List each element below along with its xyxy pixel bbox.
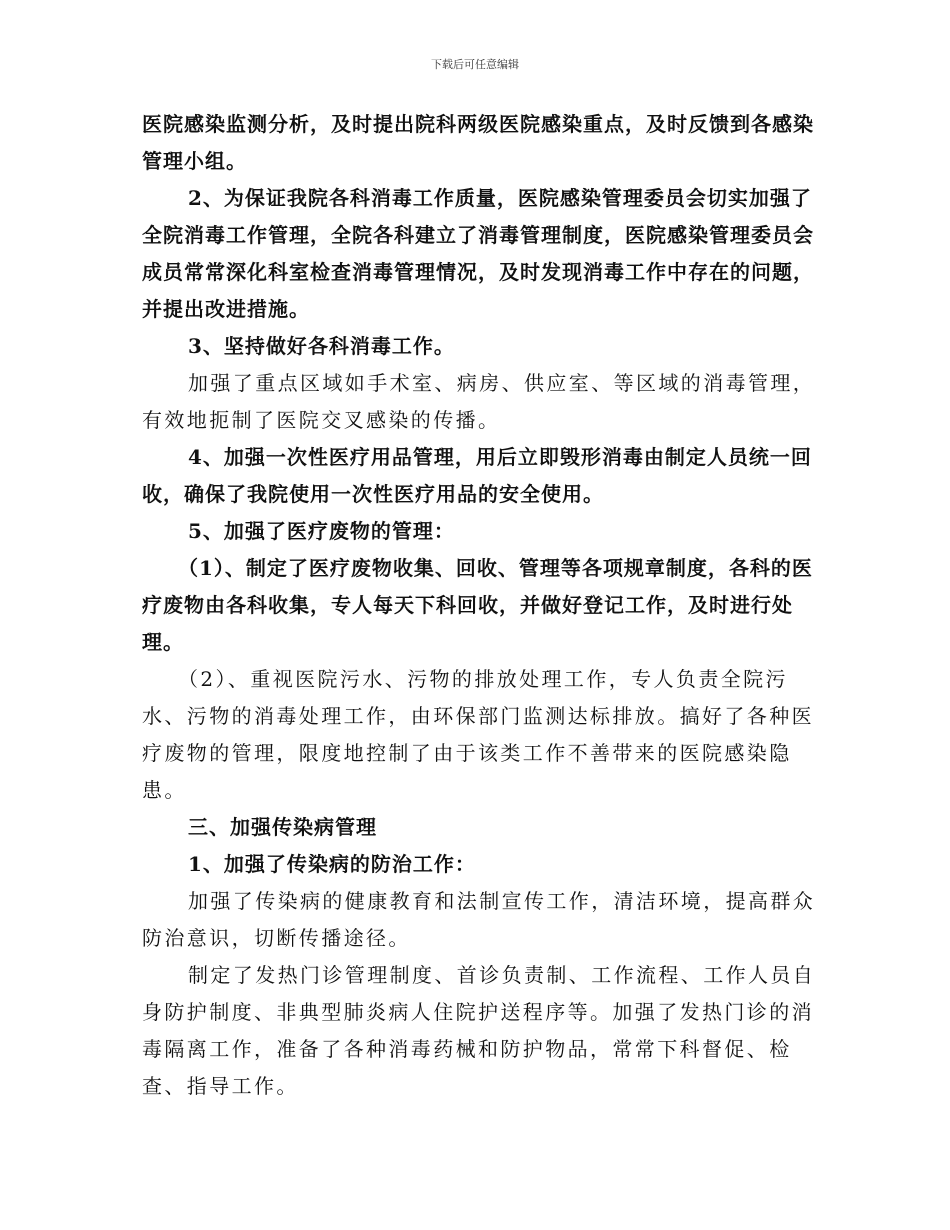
- paragraph-sewage-treatment: （2）、重视医院污水、污物的排放处理工作，专人负责全院污水、污物的消毒处理工作，由环保部门监测达标排放。搞好了各种医疗废物的管理，限度地控制了由于该类工作不善带来的医院感染隐患。: [142, 667, 814, 802]
- paragraph-health-education: 加强了传染病的健康教育和法制宣传工作，清洁环境，提高群众防治意识，切断传播途径。: [142, 889, 816, 950]
- heading-prevention-work: 1、加强了传染病的防治工作：: [188, 852, 476, 876]
- document-body: [142, 106, 822, 1105]
- page-header: 下载后可任意编辑: [431, 58, 519, 71]
- paragraph-key-areas: 加强了重点区域如手术室、病房、供应室、等区域的消毒管理，有效地扼制了医院交叉感染的传播。: [142, 371, 816, 432]
- paragraph-disinfection-quality: 2、为保证我院各科消毒工作质量，医院感染管理委员会切实加强了全院消毒工作管理，全院各科建立了消毒管理制度，医院感染管理委员会成员常常深化科室检查消毒管理情况，及时发现消毒工作中存在的问题，并提出改进措施。: [142, 186, 814, 321]
- paragraph-monitoring-analysis: 医院感染监测分析，及时提出院科两级医院感染重点，及时反馈到各感染管理小组。: [142, 112, 814, 173]
- paragraph-waste-rules: （1）、制定了医疗废物收集、回收、管理等各项规章制度，各科的医疗废物由各科收集，专人每天下科回收，并做好登记工作，及时进行处理。: [142, 556, 813, 654]
- paragraph-disposable-supplies: 4、加强一次性医疗用品管理，用后立即毁形消毒由制定人员统一回收，确保了我院使用一次性医疗用品的安全使用。: [142, 445, 812, 506]
- heading-infectious-disease-management: 三、加强传染病管理: [188, 815, 377, 839]
- heading-medical-waste: 5、加强了医疗废物的管理：: [188, 519, 455, 543]
- heading-persist-disinfection: 3、坚持做好各科消毒工作。: [188, 334, 455, 358]
- paragraph-fever-clinic: 制定了发热门诊管理制度、首诊负责制、工作流程、工作人员自身防护制度、非典型肺炎病人住院护送程序等。加强了发热门诊的消毒隔离工作，准备了各种消毒药械和防护物品，常常下科督促、检查、指导工作。: [142, 963, 816, 1098]
